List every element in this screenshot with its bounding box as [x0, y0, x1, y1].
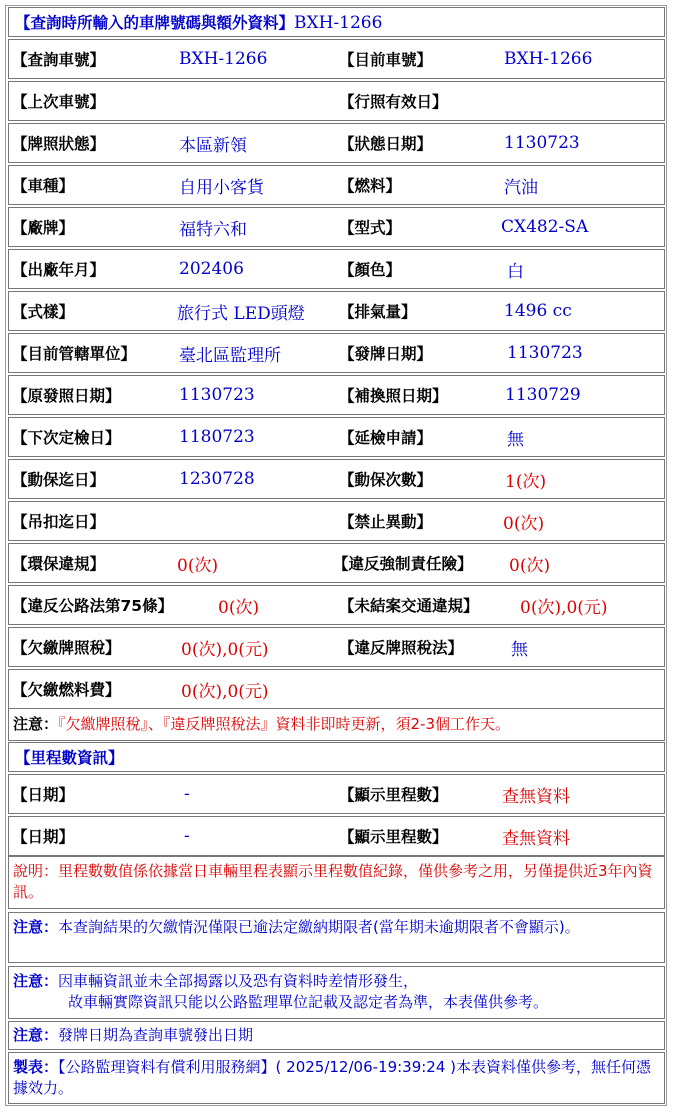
vehicle-info-label: 【違反強制責任險】: [333, 555, 473, 573]
tax-note-text: 『欠繳牌照稅』、『違反牌照稅法』資料非即時更新，須2-3個工作天。: [58, 715, 511, 733]
vehicle-info-row: [8, 417, 665, 457]
vehicle-info-label: 【發牌日期】: [339, 345, 433, 363]
vehicle-info-label: 【牌照狀態】: [12, 135, 106, 153]
vehicle-info-value: 臺北區監理所: [179, 345, 281, 366]
mileage-explain-text: 說明：里程數數值係依據當日車輛里程表顯示里程數值紀錄，僅供參考之用，另僅提供近3年內資訊。: [13, 862, 653, 901]
vehicle-info-row: [8, 39, 665, 79]
tax-note-box: [8, 708, 665, 741]
vehicle-info-label: 【狀態日期】: [339, 135, 433, 153]
vehicle-info-label: 【上次車號】: [12, 93, 106, 111]
vehicle-info-value: 福特六和: [179, 219, 247, 240]
arrears-note-text: 本查詢結果的欠繳情況僅限已逾法定繳納期限者(當年期未逾期限者不會顯示)。: [58, 918, 580, 936]
mileage-section-title: 【里程數資訊】: [15, 749, 124, 767]
vehicle-info-label: 【出廠年月】: [12, 261, 106, 279]
vehicle-info-label: 【目前車號】: [339, 51, 433, 69]
vehicle-info-row: [8, 459, 665, 499]
vehicle-info-value: 白: [507, 261, 524, 282]
vehicle-info-value: 本區新領: [179, 135, 247, 156]
footer-prefix: 製表：: [13, 1058, 59, 1076]
vehicle-info-value: 自用小客貨: [179, 177, 264, 198]
vehicle-info-value: 汽油: [504, 177, 538, 198]
mileage-value: -: [184, 784, 190, 804]
tax-note-prefix: 注意：: [13, 715, 59, 733]
vehicle-info-value: 0(次): [177, 555, 219, 576]
report-title-bar: [8, 7, 665, 37]
vehicle-info-label: 【原發照日期】: [12, 387, 121, 405]
vehicle-info-row: [8, 543, 665, 583]
disclaimer-note-line2: 故車輛實際資訊只能以公路監理單位記載及認定者為準，本表僅供參考。: [68, 993, 549, 1011]
plate-date-note-text: 發牌日期為查詢車號發出日期: [58, 1026, 254, 1044]
mileage-value: -: [184, 826, 190, 846]
vehicle-info-row: [8, 585, 665, 625]
report-title-label: 【查詢時所輸入的車牌號碼與額外資料】: [15, 14, 295, 32]
vehicle-info-value: 0(次),0(元): [520, 597, 608, 618]
footer-timestamp: ( 2025/12/06-19:39:24 ): [275, 1058, 457, 1076]
disclaimer-note-line1: 因車輛資訊並未全部揭露以及恐有資料時差情形發生，: [58, 972, 419, 990]
vehicle-info-value: 0(次): [509, 555, 551, 576]
vehicle-info-label: 【環保違規】: [12, 555, 106, 573]
vehicle-info-label: 【型式】: [339, 219, 402, 237]
footer-box: [8, 1052, 665, 1104]
vehicle-info-label: 【下次定檢日】: [12, 429, 121, 447]
vehicle-info-label: 【顏色】: [339, 261, 402, 279]
plate-date-note-prefix: 注意：: [13, 1026, 59, 1044]
vehicle-info-label: 【燃料】: [339, 177, 402, 195]
vehicle-info-label: 【違反牌照稅法】: [339, 639, 464, 657]
vehicle-info-label: 【動保次數】: [339, 471, 433, 489]
arrears-note-box: [8, 912, 665, 963]
vehicle-info-value: 0(次),0(元): [181, 681, 269, 702]
vehicle-info-row: [8, 123, 665, 163]
arrears-note-prefix: 注意：: [13, 918, 59, 936]
vehicle-info-value: 1130723: [179, 385, 255, 405]
vehicle-info-value: 1130723: [504, 133, 580, 153]
mileage-label: 【日期】: [12, 828, 75, 846]
vehicle-info-label: 【欠繳燃料費】: [12, 681, 121, 699]
vehicle-info-value: 1496 cc: [504, 301, 572, 321]
vehicle-info-label: 【排氣量】: [339, 303, 417, 321]
vehicle-info-label: 【廠牌】: [12, 219, 75, 237]
plate-date-note-box: [8, 1021, 665, 1050]
vehicle-info-value: 1180723: [179, 427, 255, 447]
vehicle-info-row: [8, 249, 665, 289]
disclaimer-note-prefix: 注意：: [13, 972, 59, 990]
vehicle-info-value: 0(次),0(元): [181, 639, 269, 660]
vehicle-info-label: 【禁止異動】: [339, 513, 433, 531]
vehicle-info-label: 【車種】: [12, 177, 75, 195]
vehicle-info-label: 【吊扣迄日】: [12, 513, 106, 531]
vehicle-info-label: 【未結案交通違規】: [339, 597, 479, 615]
vehicle-info-row: [8, 165, 665, 205]
mileage-section-header: [8, 742, 665, 772]
vehicle-info-value: BXH-1266: [179, 49, 268, 69]
mileage-value: 查無資料: [502, 786, 570, 807]
vehicle-info-label: 【動保迄日】: [12, 471, 106, 489]
report-title-plate: BXH-1266: [294, 13, 383, 33]
vehicle-info-label: 【補換照日期】: [339, 387, 448, 405]
footer-source: 【公路監理資料有償利用服務網】: [58, 1058, 276, 1076]
vehicle-info-value: 1130729: [505, 385, 581, 405]
report-title: [9, 11, 382, 33]
footer-text: 本表資料僅供參考，無任何憑據效力。: [13, 1058, 652, 1097]
vehicle-info-label: 【目前管轄單位】: [12, 345, 137, 363]
vehicle-info-value: 1130723: [507, 343, 583, 363]
vehicle-info-label: 【查詢車號】: [12, 51, 106, 69]
mileage-value: 查無資料: [502, 828, 570, 849]
vehicle-info-row: [8, 627, 665, 667]
vehicle-info-row: [8, 669, 665, 709]
mileage-label: 【日期】: [12, 786, 75, 804]
vehicle-info-value: 0(次): [503, 513, 545, 534]
mileage-label: 【顯示里程數】: [339, 786, 448, 804]
mileage-explain-box: [8, 856, 665, 909]
vehicle-info-row: [8, 501, 665, 541]
vehicle-info-label: 【違反公路法第75條】: [12, 597, 174, 615]
mileage-label: 【顯示里程數】: [339, 828, 448, 846]
vehicle-info-row: [8, 207, 665, 247]
mileage-row: [8, 816, 665, 856]
vehicle-info-row: [8, 375, 665, 415]
vehicle-info-value: 0(次): [218, 597, 260, 618]
vehicle-info-value: 無: [507, 429, 524, 450]
vehicle-info-label: 【欠繳牌照稅】: [12, 639, 121, 657]
vehicle-info-value: BXH-1266: [504, 49, 593, 69]
disclaimer-note-box: [8, 966, 665, 1019]
vehicle-info-row: [8, 333, 665, 373]
vehicle-info-value: 202406: [179, 259, 244, 279]
vehicle-info-value: 1(次): [505, 471, 547, 492]
vehicle-info-label: 【式樣】: [12, 303, 75, 321]
vehicle-info-row: [8, 291, 665, 331]
vehicle-info-value: CX482-SA: [501, 217, 589, 237]
mileage-row: [8, 774, 665, 814]
vehicle-info-value: 1230728: [179, 469, 255, 489]
vehicle-info-label: 【延檢申請】: [339, 429, 433, 447]
vehicle-info-label: 【行照有效日】: [339, 93, 448, 111]
vehicle-info-value: 旅行式 LED頭燈: [177, 303, 305, 324]
vehicle-info-row: [8, 81, 665, 121]
vehicle-info-value: 無: [511, 639, 528, 660]
